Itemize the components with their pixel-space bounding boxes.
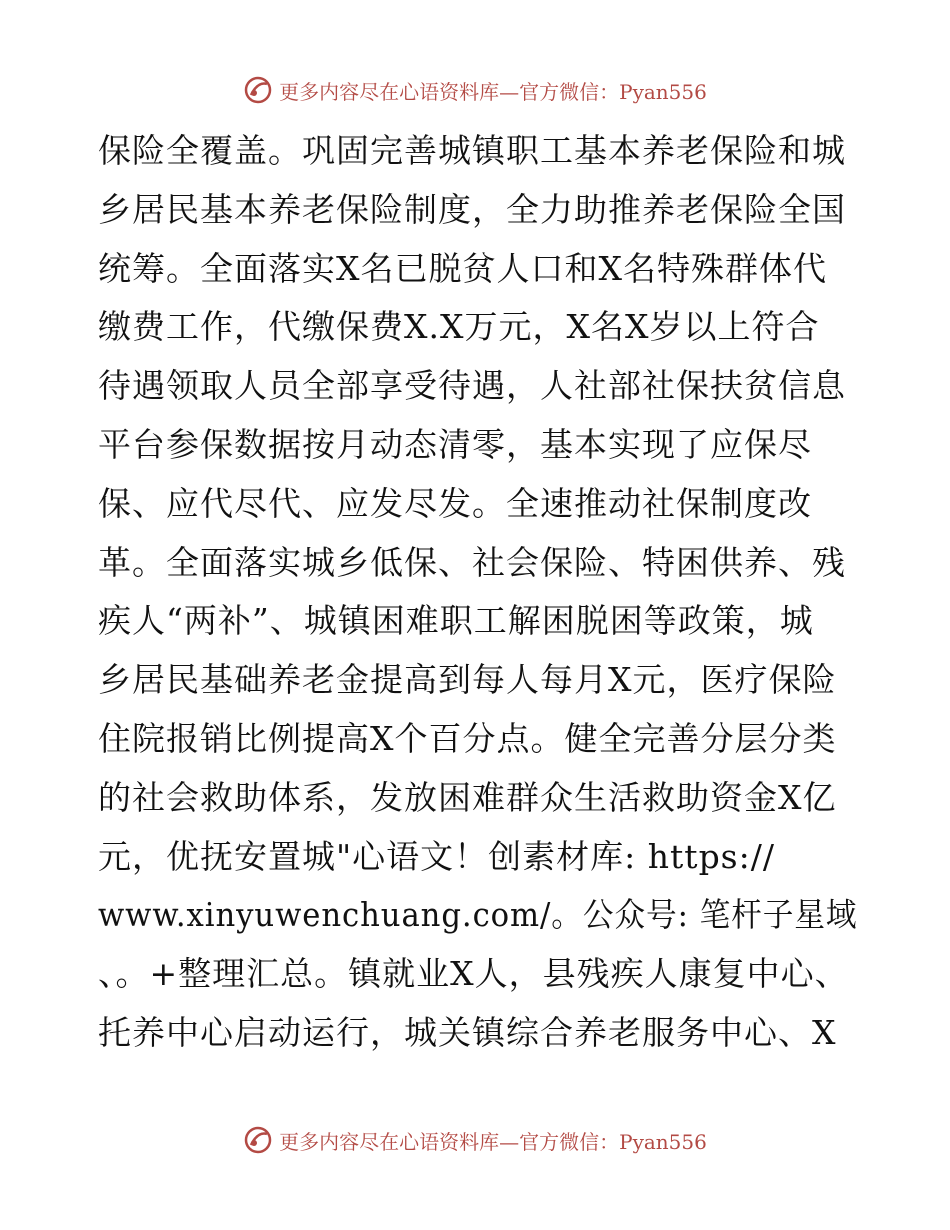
- text-line: 统筹。全面落实X名已脱贫人口和X名特殊群体代: [98, 248, 827, 288]
- text-line: 的社会救助体系，发放困难群众生活救助资金X亿: [98, 777, 837, 817]
- footer-banner: [0, 1120, 950, 1160]
- document-body: [98, 122, 858, 1063]
- logo-icon: [243, 75, 273, 105]
- text-line: 住院报销比例提高X个百分点。健全完善分层分类: [98, 718, 837, 758]
- text-line: 缴费工作，代缴保费X.X万元，X名X岁以上符合: [98, 307, 820, 347]
- text-line: 、。+整理汇总。镇就业X人，县残疾人康复中心、: [98, 954, 849, 994]
- text-line: www.xinyuwenchuang.com/。公众号: 笔杆子星域: [98, 895, 858, 935]
- text-line: 乡居民基本养老保险制度，全力助推养老保险全国: [98, 189, 846, 229]
- header-banner: [0, 70, 950, 110]
- text-line: 待遇领取人员全部享受待遇，人社部社保扶贫信息: [98, 366, 846, 406]
- text-line: 乡居民基础养老金提高到每人每月X元，医疗保险: [98, 660, 837, 700]
- text-line: 保险全覆盖。巩固完善城镇职工基本养老保险和城: [98, 131, 846, 170]
- logo-icon: [243, 1125, 273, 1155]
- text-line: 托养中心启动运行，城关镇综合养老服务中心、X: [98, 1012, 837, 1052]
- footer-banner-text: 更多内容尽在心语资料库—官方微信：Pyan556: [279, 1129, 707, 1154]
- header-banner-text: 更多内容尽在心语资料库—官方微信：Pyan556: [279, 79, 707, 104]
- text-line: 保、应代尽代、应发尽发。全速推动社保制度改: [98, 483, 812, 523]
- text-line: 平台参保数据按月动态清零，基本实现了应保尽: [98, 424, 812, 464]
- text-line: 疾人“两补”、城镇困难职工解困脱困等政策，城: [98, 601, 814, 641]
- text-line: 元，优抚安置城"心语文！创素材库: https://: [98, 836, 775, 876]
- text-line: 革。全面落实城乡低保、社会保险、特困供养、残: [98, 542, 846, 582]
